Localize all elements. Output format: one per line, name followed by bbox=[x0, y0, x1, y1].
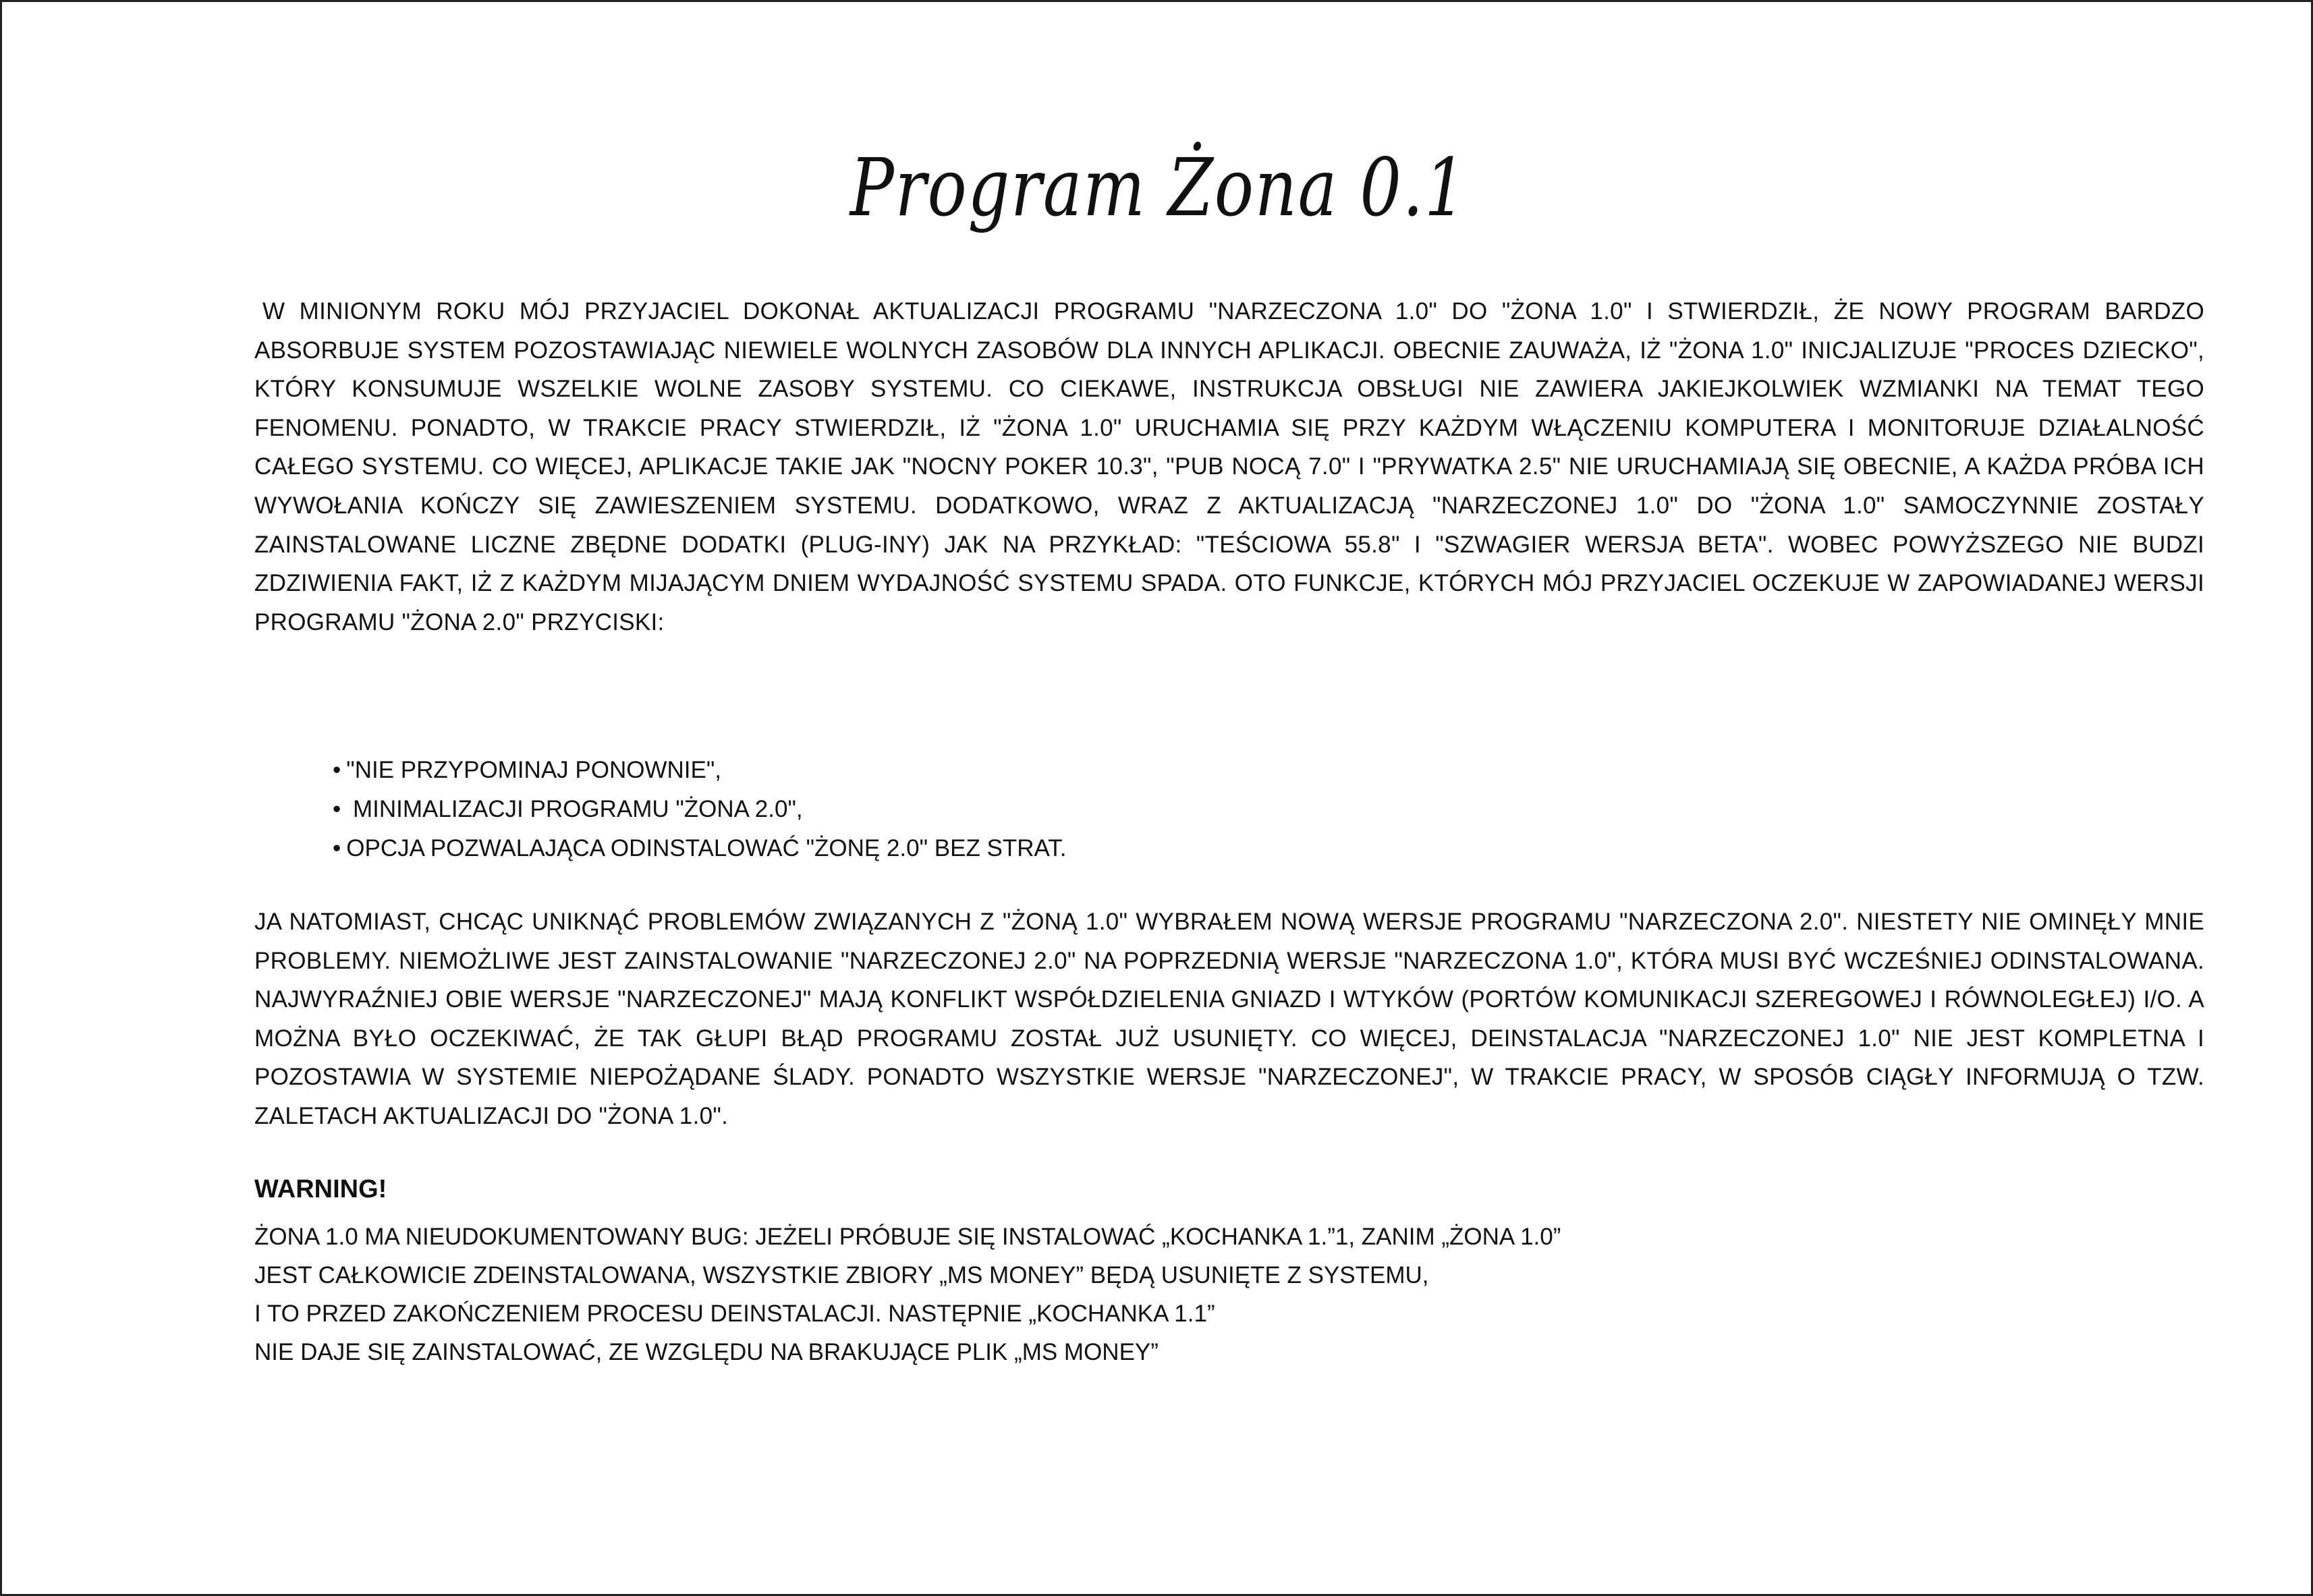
bullet-icon: • bbox=[333, 757, 341, 783]
list-item bbox=[333, 790, 1067, 829]
warning-heading: WARNING! bbox=[254, 1175, 387, 1203]
intro-paragraph: W MINIONYM ROKU MÓJ PRZYJACIEL DOKONAŁ AKTUALIZACJI PROGRAMU "NARZECZONA 1.0" DO "ŻONA 1.0" I STWIERDZIŁ, ŻE NOWY PROGRAM BARDZO ABSORBUJE SYSTEM POZOSTAWIAJĄC NIEWIELE WOLNYCH ZASOBÓW DLA INNYCH APLIKACJI. OBECNIE ZAUWAŻA, IŻ "ŻONA 1.0" INICJALIZUJE "PROCES DZIECKO", KTÓRY KONSUMUJE WSZELKIE WOLNE ZASOBY SYSTEMU. CO CIEKAWE, INSTRUKCJA OBSŁUGI NIE ZAWIERA JAKIEJKOLWIEK WZMIANKI NA TEMAT TEGO FENOMENU. PONADTO, W TRAKCIE PRACY STWIERDZIŁ, IŻ "ŻONA 1.0" URUCHAMIA SIĘ PRZY KAŻDYM WŁĄCZENIU KOMPUTERA I MONITORUJE DZIAŁALNOŚĆ CAŁEGO SYSTEMU. CO WIĘCEJ, APLIKACJE TAKIE JAK "NOCNY POKER 10.3", "PUB NOCĄ 7.0" I "PRYWATKA 2.5" NIE URUCHAMIAJĄ SIĘ OBECNIE, A KAŻDA PRÓBA ICH WYWOŁANIA KOŃCZY SIĘ ZAWIESZENIEM SYSTEMU. DODATKOWO, WRAZ Z AKTUALIZACJĄ "NARZECZONEJ 1.0" DO "ŻONA 1.0" SAMOCZYNNIE ZOSTAŁY ZAINSTALOWANE LICZNE ZBĘDNE DODATKI (PLUG-INY) JAK NA PRZYKŁAD: "TEŚCIOWA 55.8" I "SZWAGIER WERSJA BETA". WOBEC POWYŻSZEGO NIE BUDZI ZDZIWIENIA FAKT, IŻ Z KAŻDYM MIJAJĄCYM DNIEM WYDAJNOŚĆ SYSTEMU SPADA. OTO FUNKCJE, KTÓRYCH MÓJ PRZYJACIEL OCZEKUJE W ZAPOWIADANEJ WERSJI PROGRAMU "ŻONA 2.0" PRZYCISKI: bbox=[254, 298, 2204, 635]
bullet-icon: • bbox=[333, 835, 341, 861]
warning-line: ŻONA 1.0 MA NIEUDOKUMENTOWANY BUG: JEŻELI PRÓBUJE SIĘ INSTALOWAĆ „KOCHANKA 1.”1, ZANIM „ŻONA 1.0” bbox=[254, 1224, 1561, 1250]
warning-line: JEST CAŁKOWICIE ZDEINSTALOWANA, WSZYSTKIE ZBIORY „MS MONEY” BĘDĄ USUNIĘTE Z SYSTEMU, bbox=[254, 1262, 1429, 1288]
warning-line: I TO PRZED ZAKOŃCZENIEM PROCESU DEINSTALACJI. NASTĘPNIE „KOCHANKA 1.1” bbox=[254, 1301, 1215, 1327]
list-item bbox=[333, 751, 1067, 790]
list-item bbox=[333, 829, 1067, 868]
list-item-text: MINIMALIZACJI PROGRAMU "ŻONA 2.0", bbox=[346, 796, 803, 822]
bullet-icon: • bbox=[333, 796, 341, 822]
warning-text bbox=[254, 1218, 1561, 1371]
second-paragraph: JA NATOMIAST, CHCĄC UNIKNĄĆ PROBLEMÓW ZWIĄZANYCH Z "ŻONĄ 1.0" WYBRAŁEM NOWĄ WERSJE PROGRAMU "NARZECZONA 2.0". NIESTETY NIE OMINĘŁY MNIE PROBLEMY. NIEMOŻLIWE JEST ZAINSTALOWANIE "NARZECZONEJ 2.0" NA POPRZEDNIĄ WERSJE "NARZECZONA 1.0", KTÓRA MUSI BYĆ WCZEŚNIEJ ODINSTALOWANA. NAJWYRAŹNIEJ OBIE WERSJE "NARZECZONEJ" MAJĄ KONFLIKT WSPÓŁDZIELENIA GNIAZD I WTYKÓW (PORTÓW KOMUNIKACJI SZEREGOWEJ I RÓWNOLEGŁEJ) I/O. A MOŻNA BYŁO OCZEKIWAĆ, ŻE TAK GŁUPI BŁĄD PROGRAMU ZOSTAŁ JUŻ USUNIĘTY. CO WIĘCEJ, DEINSTALACJA "NARZECZONEJ 1.0" NIE JEST KOMPLETNA I POZOSTAWIA W SYSTEMIE NIEPOŻĄDANE ŚLADY. PONADTO WSZYSTKIE WERSJE "NARZECZONEJ", W TRAKCIE PRACY, W SPOSÓB CIĄGŁY INFORMUJĄ O TZW. ZALETACH AKTUALIZACJI DO "ŻONA 1.0". bbox=[254, 909, 2204, 1129]
list-item-text: OPCJA POZWALAJĄCA ODINSTALOWAĆ "ŻONĘ 2.0" BEZ STRAT. bbox=[346, 835, 1067, 861]
warning-line: NIE DAJE SIĘ ZAINSTALOWAĆ, ZE WZGLĘDU NA BRAKUJĄCE PLIK „MS MONEY” bbox=[254, 1339, 1159, 1365]
list-item-text: "NIE PRZYPOMINAJ PONOWNIE", bbox=[346, 757, 721, 783]
document-title: Program Żona 0.1 bbox=[849, 141, 1468, 234]
feature-list bbox=[333, 751, 1067, 868]
